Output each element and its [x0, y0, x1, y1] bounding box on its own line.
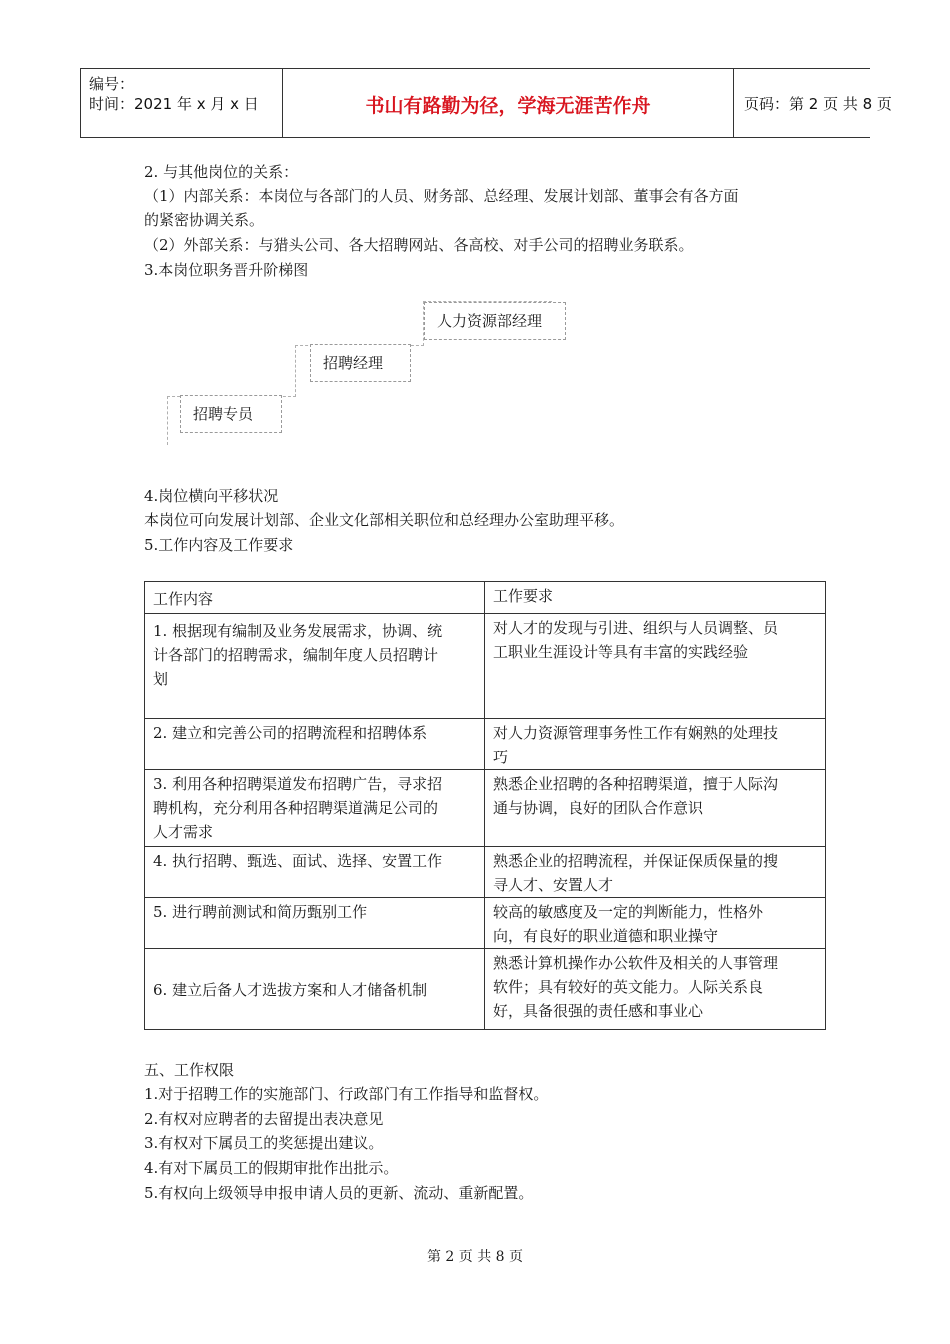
document-number-label: 编号：: [89, 75, 135, 93]
cell-line: 巧: [493, 748, 509, 766]
page-header: [80, 68, 892, 138]
cell-line: 软件；具有较好的英文能力。人际关系良: [493, 978, 764, 996]
ladder-step-hr-director: 人力资源部经理: [424, 302, 566, 340]
authority-item-4: 4.有对下属员工的假期审批作出批示。: [144, 1159, 399, 1177]
cell-line: 人才需求: [153, 823, 214, 841]
table-row: [145, 898, 826, 949]
authority-item-3: 3.有权对下属员工的奖惩提出建议。: [144, 1134, 384, 1152]
authority-item-5: 5.有权向上级领导申报申请人员的更新、流动、重新配置。: [144, 1184, 534, 1202]
requirement-cell: [485, 719, 826, 770]
table-row: [145, 770, 826, 847]
requirement-cell: [485, 614, 826, 719]
cell-line: 划: [153, 670, 169, 688]
ladder-step-manager: 招聘经理: [310, 344, 411, 382]
cell-line: 寻人才、安置人才: [493, 876, 614, 894]
column-header-content: 工作内容: [145, 582, 485, 614]
cell-line: 计各部门的招聘需求，编制年度人员招聘计: [153, 646, 439, 664]
requirement-cell: [485, 949, 826, 1030]
content-cell: [145, 719, 485, 770]
content-cell: [145, 847, 485, 898]
cell-line: 6. 建立后备人才选拔方案和人才储备机制: [153, 981, 428, 999]
cell-line: 4. 执行招聘、甄选、面试、选择、安置工作: [153, 852, 443, 870]
requirement-cell: [485, 847, 826, 898]
page-footer: 第 2 页 共 8 页: [426, 1249, 524, 1265]
cell-line: 聘机构，充分利用各种招聘渠道满足公司的: [153, 799, 439, 817]
cell-line: 通与协调，良好的团队合作意识: [493, 799, 704, 817]
document-time-label: 时间：2021 年 x 月 x 日: [89, 95, 259, 113]
cell-line: 1. 根据现有编制及业务发展需求，协调、统: [153, 622, 443, 640]
lateral-heading: 4.岗位横向平移状况: [144, 487, 279, 505]
cell-line: 工职业生涯设计等具有丰富的实践经验: [493, 643, 749, 661]
lateral-text: 本岗位可向发展计划部、企业文化部相关职位和总经理办公室助理平移。: [144, 511, 625, 529]
table-row: [145, 949, 826, 1030]
table-row: [145, 719, 826, 770]
content-cell: [145, 949, 485, 1030]
authority-item-1: 1.对于招聘工作的实施部门、行政部门有工作指导和监督权。: [144, 1085, 549, 1103]
cell-line: 向，有良好的职业道德和职业操守: [493, 927, 719, 945]
header-page-cell: [734, 69, 892, 137]
column-header-requirement: 工作要求: [485, 582, 826, 614]
cell-line: 熟悉企业招聘的各种招聘渠道，擅于人际沟: [493, 775, 779, 793]
cell-line: 3. 利用各种招聘渠道发布招聘广告，寻求招: [153, 775, 443, 793]
content-cell: [145, 614, 485, 719]
ladder-step-specialist: 招聘专员: [180, 395, 282, 433]
requirement-cell: [485, 770, 826, 847]
cell-line: 熟悉企业的招聘流程，并保证保质保量的搜: [493, 852, 779, 870]
cell-line: 2. 建立和完善公司的招聘流程和招聘体系: [153, 724, 428, 742]
ladder-heading: 3.本岗位职务晋升阶梯图: [144, 261, 309, 279]
header-motto: 书山有路勤为径，学海无涯苦作舟: [365, 95, 651, 117]
work-table: [144, 581, 826, 1030]
header-motto-cell: [282, 69, 734, 137]
cell-line: 5. 进行聘前测试和简历甄别工作: [153, 903, 368, 921]
relations-internal-line1: （1）内部关系：本岗位与各部门的人员、财务部、总经理、发展计划部、董事会有各方面: [144, 187, 739, 205]
cell-line: 好，具备很强的责任感和事业心: [493, 1002, 704, 1020]
table-row: [145, 847, 826, 898]
content-cell: [145, 898, 485, 949]
relations-heading: 2. 与其他岗位的关系：: [144, 163, 299, 181]
relations-internal-line2: 的紧密协调关系。: [144, 211, 265, 229]
work-heading: 5.工作内容及工作要求: [144, 536, 294, 554]
header-meta-cell: [80, 69, 283, 137]
authority-item-2: 2.有权对应聘者的去留提出表决意见: [144, 1110, 384, 1128]
cell-line: 较高的敏感度及一定的判断能力，性格外: [493, 903, 764, 921]
authority-heading: 五、工作权限: [144, 1061, 235, 1079]
cell-line: 熟悉计算机操作办公软件及相关的人事管理: [493, 954, 779, 972]
cell-line: 对人才的发现与引进、组织与人员调整、员: [493, 619, 779, 637]
table-row: [145, 614, 826, 719]
cell-line: 对人力资源管理事务性工作有娴熟的处理技: [493, 724, 779, 742]
relations-external: （2）外部关系：与猎头公司、各大招聘网站、各高校、对手公司的招聘业务联系。: [144, 236, 694, 254]
table-header-row: [145, 582, 826, 614]
requirement-cell: [485, 898, 826, 949]
content-cell: [145, 770, 485, 847]
header-page-number: 页码：第 2 页 共 8 页: [744, 95, 892, 113]
